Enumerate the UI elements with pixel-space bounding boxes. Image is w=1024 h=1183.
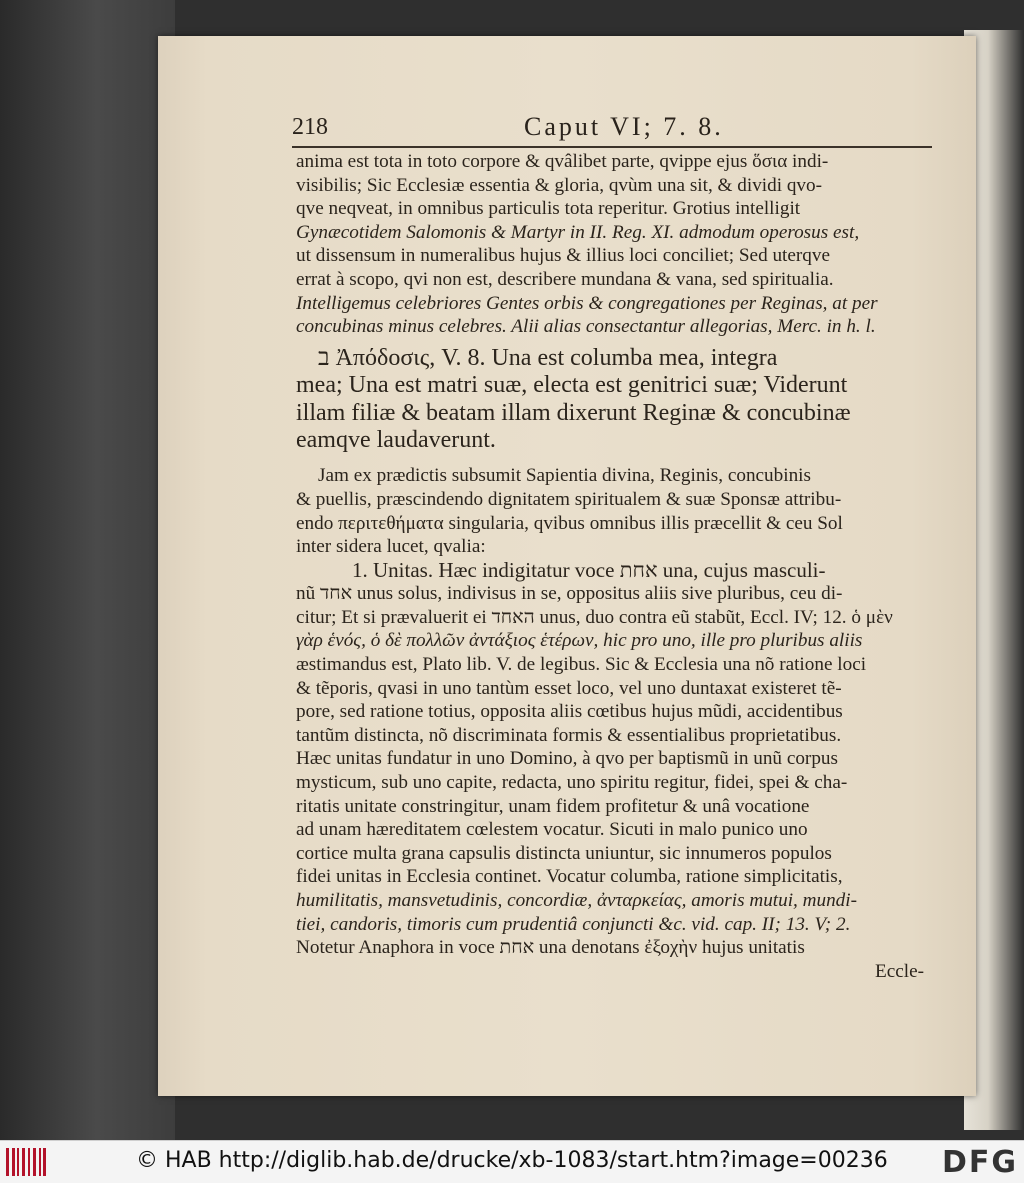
text-line: cortice multa grana capsulis distincta uniuntur, sic innumeros populos bbox=[296, 842, 832, 864]
header-rule bbox=[292, 146, 932, 148]
paragraph-exposition bbox=[296, 464, 924, 983]
dfg-logo: DFG bbox=[941, 1145, 1018, 1180]
text-line: ut dissensum in numeralibus hujus & illius loci conciliet; Sed uterqve bbox=[296, 245, 830, 267]
text-line: anima est tota in toto corpore & qvâlibet parte, qvippe ejus ὅσια indi- bbox=[296, 151, 829, 172]
previous-page-edge bbox=[0, 0, 175, 1140]
text-line: inter sidera lucet, qvalia: bbox=[296, 536, 486, 558]
text-line: Notetur Anaphora in voce אחת una denotans ἐξοχὴν hujus unitatis bbox=[296, 937, 805, 959]
text-line: 1. Unitas. Hæc indigitatur voce אחת una, cujus masculi- bbox=[352, 558, 826, 582]
verse-line: mea; Una est matri suæ, electa est genitrici suæ; Viderunt bbox=[296, 372, 848, 399]
text-line: mysticum, sub uno capite, redacta, uno spiritu regitur, fidei, spei & cha- bbox=[296, 772, 848, 794]
verse-line: eamqve laudaverunt. bbox=[296, 426, 496, 453]
text-line: γὰρ ἑνός, ὁ δὲ πολλῶν ἀντάξιος ἑτέρων, hic pro uno, ille pro pluribus aliis bbox=[296, 630, 863, 652]
verse-line: ב Ἀπόδοσις, V. 8. Una est columba mea, integra bbox=[318, 344, 778, 371]
text-line: errat à scopo, qvi non est, describere mundana & vana, sed spiritualia. bbox=[296, 268, 834, 290]
running-head: Caput VI; 7. 8. bbox=[524, 112, 724, 141]
text-line: concubinas minus celebres. Alii alias consectantur allegorias, Merc. in h. l. bbox=[296, 316, 876, 338]
text-line: Gynæcotidem Salomonis & Martyr in II. Reg. XI. admodum operosus est, bbox=[296, 221, 860, 243]
text-line: tantũm distincta, nõ discriminata formis & essentialibus proprietatibus. bbox=[296, 724, 842, 746]
text-line: nũ אחד unus solus, indivisus in se, oppositus aliis sive pluribus, ceu di- bbox=[296, 583, 843, 605]
text-line: fidei unitas in Ecclesia continet. Vocatur columba, ratione simplicitatis, bbox=[296, 866, 843, 888]
paragraph-commentary bbox=[296, 150, 924, 339]
copyright-link[interactable]: © HAB http://diglib.hab.de/drucke/xb-1083/start.htm?image=00236 bbox=[136, 1148, 888, 1173]
text-line: ad unam hæreditatem cœlestem vocatur. Sicuti in malo punico uno bbox=[296, 819, 808, 841]
text-line: visibilis; Sic Ecclesiæ essentia & gloria, qvùm una sit, & dividi qvo- bbox=[296, 174, 823, 196]
verse-apodosis bbox=[296, 345, 924, 455]
text-line: ritatis unitate constringitur, unam fidem profitetur & unâ vocatione bbox=[296, 795, 810, 817]
catchword: Eccle- bbox=[875, 960, 924, 982]
text-line: endo περιτεθήματα singularia, qvibus omnibus illis præcellit & ceu Sol bbox=[296, 512, 843, 534]
text-line: æstimandus est, Plato lib. V. de legibus. Sic & Ecclesia una nõ ratione loci bbox=[296, 654, 867, 676]
verse-line: illam filiæ & beatam illam dixerunt Reginæ & concubinæ bbox=[296, 399, 851, 426]
viewer-footer bbox=[0, 1140, 1024, 1183]
text-line: citur; Et si prævaluerit ei האחד unus, duo contra eũ stabũt, Eccl. IV; 12. ὁ μὲν bbox=[296, 606, 893, 628]
page-number: 218 bbox=[292, 114, 328, 140]
page-text bbox=[296, 150, 924, 983]
text-line: & puellis, præscindendo dignitatem spiritualem & suæ Sponsæ attribu- bbox=[296, 488, 842, 510]
text-line: pore, sed ratione totius, opposita aliis cœtibus hujus mũdi, accidentibus bbox=[296, 701, 843, 723]
barcode-logo-icon bbox=[6, 1148, 46, 1176]
text-line: & tẽporis, qvasi in uno tantùm esset loco, vel uno duntaxat existeret tẽ- bbox=[296, 677, 842, 699]
text-line: Hæc unitas fundatur in uno Domino, à qvo per baptismũ in unũ corpus bbox=[296, 748, 838, 770]
text-line: humilitatis, mansvetudinis, concordiæ, ἀνταρκείας, amoris mutui, mundi- bbox=[296, 890, 857, 911]
text-line: qve neqveat, in omnibus particulis tota reperitur. Grotius intelligit bbox=[296, 198, 801, 220]
text-line: Jam ex prædictis subsumit Sapientia divina, Reginis, concubinis bbox=[318, 465, 811, 487]
text-line: Intelligemus celebriores Gentes orbis & congregationes per Reginas, at per bbox=[296, 292, 878, 314]
text-line: tiei, candoris, timoris cum prudentiâ conjuncti &c. vid. cap. II; 13. V; 2. bbox=[296, 913, 851, 935]
